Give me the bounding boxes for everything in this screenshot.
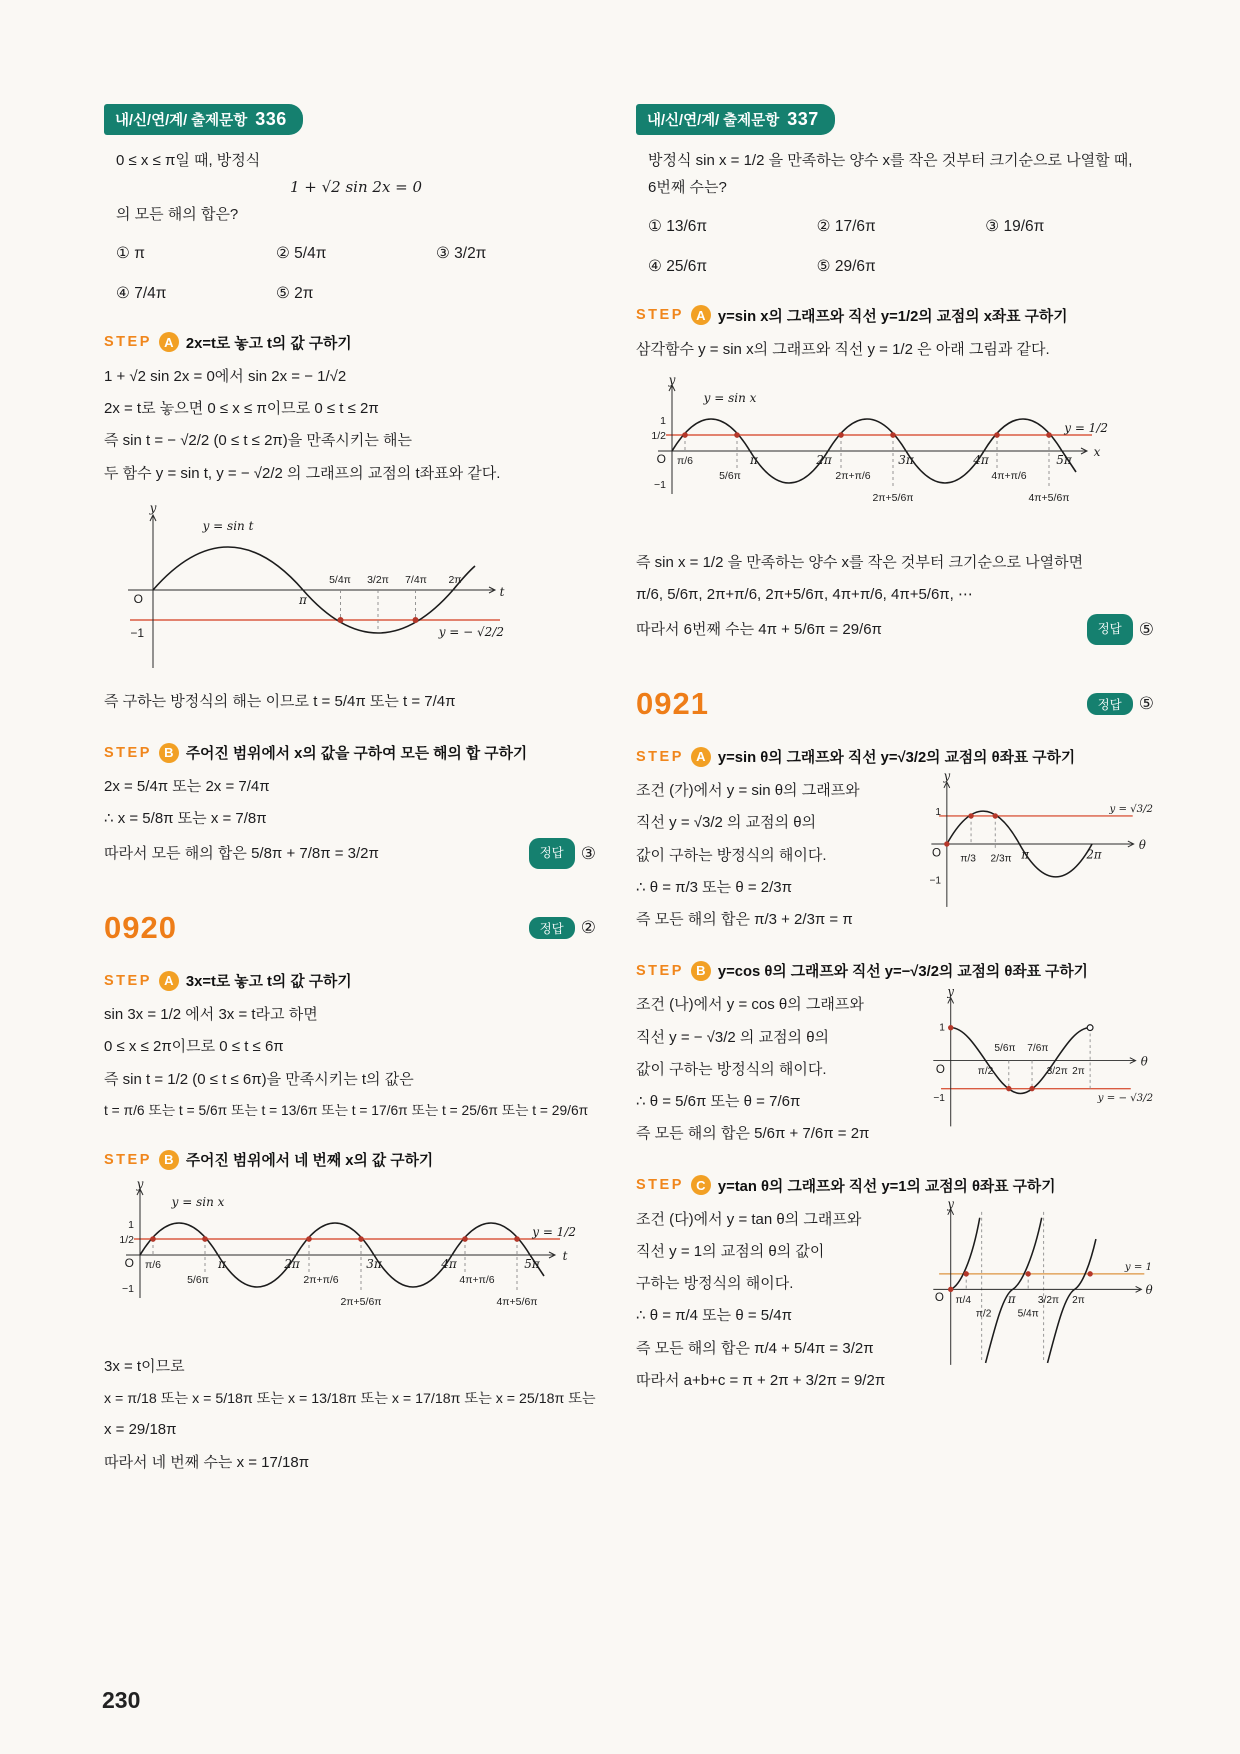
step-heading-b <box>636 960 1154 981</box>
intersection-dot <box>1006 1086 1011 1091</box>
problem-337 <box>636 104 1154 648</box>
tick-pi: π <box>299 592 307 607</box>
tick-pi: π <box>1007 1291 1016 1306</box>
answer-tag <box>1087 612 1154 649</box>
origin-label: O <box>124 1256 134 1271</box>
answer-number: ② <box>580 918 596 938</box>
step-a-content <box>636 771 1154 936</box>
step-letter-badge: B <box>159 1150 179 1170</box>
red-line-label: y = − √3/2 <box>1097 1093 1154 1105</box>
step-label: STEP <box>104 1151 152 1168</box>
step-title: 2x=t로 놓고 t의 값 구하기 <box>185 335 352 352</box>
answer-number: ③ <box>580 843 596 863</box>
tan-branch-2 <box>986 1217 1042 1362</box>
tick-neg1: −1 <box>122 1283 134 1296</box>
answer-badge: 정답 <box>1087 693 1133 715</box>
intersection-dot <box>963 1271 968 1276</box>
tick-4pi-pi6: 4π+π/6 <box>459 1274 495 1287</box>
step-letter-badge: B <box>159 743 179 763</box>
math-line: ∴ θ = π/4 또는 θ = 5/4π <box>636 1307 792 1325</box>
problem-header <box>104 910 596 946</box>
answer-tag <box>1087 693 1154 715</box>
tick-5pi: 5π <box>1056 453 1072 468</box>
math-line: 조건 (다)에서 y = tan θ의 그래프와 <box>636 1210 862 1228</box>
math-line: 1 + √2 sin 2x = 0에서 sin 2x = − 1/√2 <box>104 367 347 385</box>
problem-0920 <box>104 910 596 1479</box>
tick-2pi-pi6: 2π+π/6 <box>835 470 871 483</box>
step-title: y=sin θ의 그래프와 직선 y=√3/2의 교점의 θ좌표 구하기 <box>717 750 1076 767</box>
math-line: sin 3x = 1/2 에서 3x = t라고 하면 <box>104 1006 318 1024</box>
origin-dot <box>948 1286 953 1291</box>
step-letter-badge: B <box>691 961 711 981</box>
step-label: STEP <box>636 1177 684 1194</box>
answer-number: ⑤ <box>1138 694 1154 714</box>
choice-3: ③ 3/2π <box>435 245 487 262</box>
tick-2pi: 2π <box>1072 1066 1085 1078</box>
answer-badge: 정답 <box>529 917 575 939</box>
step-title: 주어진 범위에서 x의 값을 구하여 모든 해의 합 구하기 <box>185 746 528 763</box>
origin-label: O <box>656 452 666 467</box>
exam-badge-number: 336 <box>255 109 287 129</box>
step-b-content <box>636 985 1154 1150</box>
math-line: x = 29/18π <box>104 1421 177 1439</box>
curve-label: y = sin x <box>171 1195 225 1210</box>
step-label: STEP <box>636 307 684 324</box>
tick-5-4pi: 5/4π <box>329 573 351 586</box>
question-line: 6번째 수는? <box>648 179 727 196</box>
step-c-content <box>636 1199 1154 1398</box>
math-line: 2x = t로 놓으면 0 ≤ x ≤ π이므로 0 ≤ t ≤ 2π <box>104 400 379 418</box>
choice-2: ② 5/4π <box>275 245 327 262</box>
tick-7-6pi: 7/6π <box>1027 1043 1049 1055</box>
graph-sin-multi-wrap <box>108 1180 596 1345</box>
open-endpoint-dot <box>1087 1025 1093 1031</box>
math-line: ∴ θ = 5/6π 또는 θ = 7/6π <box>636 1093 801 1111</box>
step-title: y=cos θ의 그래프와 직선 y=−√3/2의 교점의 θ좌표 구하기 <box>717 964 1088 981</box>
y-axis-label: y <box>947 985 955 1000</box>
step-letter-badge: A <box>159 332 179 352</box>
answer-tag <box>529 917 596 939</box>
start-dot <box>948 1025 953 1030</box>
math-line: 즉 모든 해의 합은 π/4 + 5/4π = 3/2π <box>636 1339 874 1357</box>
math-line: 즉 모든 해의 합은 π/3 + 2/3π = π <box>636 911 853 929</box>
math-line: 즉 구하는 방정식의 해는 이므로 t = 5/4π 또는 t = 7/4π <box>104 692 456 710</box>
tick-4pi-pi6: 4π+π/6 <box>991 470 1027 483</box>
problem-336 <box>104 104 596 872</box>
tick-4pi-5-6pi: 4π+5/6π <box>496 1296 538 1309</box>
conclusion-row <box>104 836 596 873</box>
intersection-dot <box>682 432 688 438</box>
tick-neg1: −1 <box>130 625 144 640</box>
x-axis-label: t <box>562 1249 568 1264</box>
y-axis-label: y <box>668 376 676 388</box>
tick-1: 1 <box>660 415 666 428</box>
step-title: 주어진 범위에서 네 번째 x의 값 구하기 <box>185 1153 434 1170</box>
step-title: y=sin x의 그래프와 직선 y=1/2의 교점의 x좌표 구하기 <box>717 308 1068 325</box>
math-line: 따라서 6번째 수는 4π + 5/6π = 29/6π <box>636 620 882 638</box>
graph-sin-multi-period <box>108 1180 578 1340</box>
tick-1: 1 <box>128 1219 134 1232</box>
graph-sin-t <box>108 500 508 675</box>
choice-4: ④ 7/4π <box>116 284 167 302</box>
step-heading-a <box>636 305 1154 326</box>
answer-badge: 정답 <box>1087 614 1133 645</box>
answer-choices <box>648 213 1154 281</box>
tick-3pi: 3π <box>898 453 914 468</box>
origin-dot <box>944 841 949 846</box>
question-line: 방정식 sin x = 1/2 을 만족하는 양수 x를 작은 것부터 크기순으로 나열할 때, <box>648 152 1133 169</box>
tick-neg1: −1 <box>929 875 942 887</box>
problem-header <box>636 686 1154 722</box>
step-label: STEP <box>636 748 684 765</box>
x-axis-label: t <box>499 584 505 599</box>
tick-3-2pi: 3/2π <box>1046 1066 1068 1078</box>
math-line: 즉 sin t = − √2/2 (0 ≤ t ≤ 2π)을 만족시키는 해는 <box>104 432 413 450</box>
step-letter-badge: A <box>691 747 711 767</box>
tick-3pi: 3π <box>366 1257 382 1272</box>
answer-choices <box>116 240 596 308</box>
tick-2pi: 2π <box>448 573 462 586</box>
tick-5-6pi: 5/6π <box>187 1274 209 1287</box>
step-label: STEP <box>104 972 152 989</box>
intersection-dot <box>890 432 896 438</box>
exam-badge-337 <box>636 104 835 135</box>
math-line: 따라서 모든 해의 합은 5/8π + 7/8π = 3/2π <box>104 844 379 862</box>
origin-label: O <box>133 591 143 606</box>
tick-4pi: 4π <box>441 1257 457 1272</box>
step-letter-badge: A <box>159 971 179 991</box>
math-line: 따라서 a+b+c = π + 2π + 3/2π = 9/2π <box>636 1371 886 1389</box>
tick-pi: π <box>1021 847 1030 862</box>
math-line: 구하는 방정식의 해이다. <box>636 1275 794 1293</box>
choice-4: ④ 25/6π <box>648 257 708 275</box>
question-line: 0 ≤ x ≤ π일 때, 방정식 <box>116 152 261 169</box>
y-axis-label: y <box>947 1199 955 1211</box>
tick-neg1: −1 <box>654 479 666 492</box>
intersection-dot <box>1046 432 1052 438</box>
graph-sin-multi-wrap <box>640 376 1154 541</box>
intersection-dot <box>338 617 344 623</box>
left-column <box>104 104 596 1479</box>
tick-5-6pi: 5/6π <box>719 470 741 483</box>
math-line: ∴ θ = π/3 또는 θ = 2/3π <box>636 878 792 896</box>
tick-pi-6: π/6 <box>676 455 694 468</box>
math-line: x = π/18 또는 x = 5/18π 또는 x = 13/18π 또는 x = 17/18π 또는 x = 25/18π 또는 <box>104 1390 596 1407</box>
math-line: 조건 (나)에서 y = cos θ의 그래프와 <box>636 996 864 1014</box>
question-body <box>636 147 1154 281</box>
step-heading-b <box>104 742 596 763</box>
problem-number: 0921 <box>636 686 709 722</box>
math-line: 즉 sin t = 1/2 (0 ≤ t ≤ 6π)을 만족시키는 t의 값은 <box>104 1070 414 1088</box>
tick-pi: π <box>218 1257 226 1272</box>
question-body <box>104 147 596 308</box>
intersection-dot <box>1025 1271 1030 1276</box>
choice-1: ① 13/6π <box>648 218 708 235</box>
step-heading-a <box>104 332 596 353</box>
step-heading-a <box>104 970 596 991</box>
tick-2pi-pi6: 2π+π/6 <box>303 1274 339 1287</box>
intersection-dot <box>994 432 1000 438</box>
origin-label: O <box>935 1063 945 1077</box>
exam-badge-number: 337 <box>787 109 819 129</box>
choice-2: ② 17/6π <box>816 218 876 235</box>
tick-5pi: 5π <box>524 1257 540 1272</box>
origin-label: O <box>934 1290 944 1304</box>
red-line-label: y = √3/2 <box>1109 804 1154 816</box>
origin-label: O <box>932 846 942 860</box>
math-line: 직선 y = 1의 교점의 θ의 값이 <box>636 1242 825 1260</box>
red-line-label: y = 1/2 <box>532 1225 576 1240</box>
intersection-dot <box>968 813 973 818</box>
intersection-dot <box>358 1237 364 1243</box>
step-letter-badge: C <box>691 1175 711 1195</box>
x-axis-label: x <box>1093 445 1101 460</box>
tan-branch-1 <box>951 1217 980 1289</box>
tick-5-4pi: 5/4π <box>1017 1308 1039 1320</box>
tan-line-label: y = 1 <box>1124 1261 1153 1273</box>
y-axis-label: y <box>149 500 157 515</box>
intersection-dot <box>734 432 740 438</box>
math-line: 즉 sin x = 1/2 을 만족하는 양수 x를 작은 것부터 크기순으로 나열하면 <box>636 554 1084 572</box>
graph-sin-t-wrap <box>108 500 596 680</box>
tick-3-2pi: 3/2π <box>367 573 389 586</box>
math-line: 직선 y = √3/2 의 교점의 θ의 <box>636 814 817 832</box>
exam-badge-label: 내/신/연/계/ 출제문항 <box>115 113 248 129</box>
step-heading-c <box>636 1175 1154 1196</box>
math-line: 3x = t이므로 <box>104 1358 185 1376</box>
math-line: 삼각함수 y = sin x의 그래프와 직선 y = 1/2 은 아래 그림과 같다. <box>636 340 1050 358</box>
choice-3: ③ 19/6π <box>985 218 1045 235</box>
tick-1: 1 <box>935 807 942 819</box>
tick-pi-2: π/2 <box>977 1066 994 1078</box>
question-line: 의 모든 해의 합은? <box>116 206 239 223</box>
x-axis-label: θ <box>1145 1282 1153 1297</box>
tick-4pi: 4π <box>973 453 989 468</box>
step-title: 3x=t로 놓고 t의 값 구하기 <box>185 974 352 991</box>
step-label: STEP <box>636 962 684 979</box>
red-line-label: y = 1/2 <box>1064 421 1108 436</box>
intersection-dot <box>1087 1271 1092 1276</box>
intersection-dot <box>413 617 419 623</box>
tick-2-3pi: 2/3π <box>990 853 1012 865</box>
step-letter-badge: A <box>691 305 711 325</box>
tick-half: 1/2 <box>651 430 666 443</box>
step-heading-a <box>636 746 1154 767</box>
right-column <box>636 104 1154 1479</box>
step-c-text <box>636 1204 910 1398</box>
math-line: 값이 구하는 방정식의 해이다. <box>636 846 827 864</box>
y-axis-label: y <box>943 771 951 784</box>
math-line: π/6, 5/6π, 2π+π/6, 2π+5/6π, 4π+π/6, 4π+5/6π, ⋯ <box>636 586 973 604</box>
answer-tag <box>529 836 596 873</box>
exam-badge-336 <box>104 104 303 135</box>
conclusion-row <box>636 612 1154 649</box>
tick-pi-4: π/4 <box>955 1294 972 1306</box>
math-line: 0 ≤ x ≤ 2π이므로 0 ≤ t ≤ 6π <box>104 1038 284 1056</box>
math-line: 두 함수 y = sin t, y = − √2/2 의 그래프의 교점의 t좌표와 같다. <box>104 464 501 482</box>
tick-4pi-5-6pi: 4π+5/6π <box>1028 492 1070 505</box>
graph-cos-theta <box>912 985 1154 1140</box>
step-title: y=tan θ의 그래프와 직선 y=1의 교점의 θ좌표 구하기 <box>717 1178 1056 1195</box>
tick-2pi: 2π <box>1086 847 1102 862</box>
math-line: ∴ x = 5/8π 또는 x = 7/8π <box>104 810 267 828</box>
x-axis-label: θ <box>1140 1054 1148 1069</box>
tick-neg1: −1 <box>933 1093 945 1105</box>
math-line: 값이 구하는 방정식의 해이다. <box>636 1060 827 1078</box>
answer-badge: 정답 <box>529 838 575 869</box>
intersection-dot <box>514 1237 520 1243</box>
step-b-text <box>636 989 910 1150</box>
intersection-dot <box>1029 1086 1034 1091</box>
math-line: 즉 모든 해의 합은 5/6π + 7/6π = 2π <box>636 1125 870 1143</box>
step-label: STEP <box>104 744 152 761</box>
x-axis-label: θ <box>1138 837 1146 852</box>
exam-badge-label: 내/신/연/계/ 출제문항 <box>647 113 780 129</box>
intersection-dot <box>202 1237 208 1243</box>
problem-number: 0920 <box>104 910 177 946</box>
math-line: 조건 (가)에서 y = sin θ의 그래프와 <box>636 782 860 800</box>
math-line: 직선 y = − √3/2 의 교점의 θ의 <box>636 1028 830 1046</box>
tick-pi: π <box>750 453 758 468</box>
intersection-dot <box>306 1237 312 1243</box>
tick-half: 1/2 <box>119 1234 134 1247</box>
step-heading-b <box>104 1149 596 1170</box>
tick-2pi: 2π <box>1072 1294 1085 1306</box>
red-line-label: y = − √2/2 <box>438 624 504 639</box>
question-equation: 1 + √2 sin 2x = 0 <box>289 178 423 196</box>
tick-pi-3: π/3 <box>960 853 976 865</box>
page-number: 230 <box>102 1687 141 1713</box>
tick-pi-2: π/2 <box>975 1308 992 1320</box>
graph-sin-multi-period <box>640 376 1110 536</box>
graph-tan-theta <box>912 1200 1154 1370</box>
step-label: STEP <box>104 334 152 351</box>
choice-1: ① π <box>116 245 145 262</box>
choice-5: ⑤ 2π <box>275 284 314 302</box>
choice-5: ⑤ 29/6π <box>816 257 876 275</box>
intersection-dot <box>462 1237 468 1243</box>
intersection-dot <box>150 1237 156 1243</box>
step-a-text <box>636 775 910 936</box>
tick-2pi-5-6pi: 2π+5/6π <box>872 492 914 505</box>
tick-2pi: 2π <box>284 1257 300 1272</box>
problem-0921 <box>636 686 1154 1397</box>
y-axis-label: y <box>136 1180 144 1192</box>
tick-2pi-5-6pi: 2π+5/6π <box>340 1296 382 1309</box>
tick-2pi: 2π <box>816 453 832 468</box>
tick-1: 1 <box>939 1022 945 1034</box>
math-line: t = π/6 또는 t = 5/6π 또는 t = 13/6π 또는 t = 17/6π 또는 t = 25/6π 또는 t = 29/6π <box>104 1102 589 1118</box>
curve-label: y = sin t <box>202 518 254 533</box>
intersection-dot <box>993 813 998 818</box>
curve-label: y = sin x <box>703 391 757 406</box>
tick-3-2pi: 3/2π <box>1037 1294 1060 1306</box>
intersection-dot <box>838 432 844 438</box>
tick-pi-6: π/6 <box>144 1259 162 1272</box>
graph-sin-theta <box>912 771 1154 917</box>
tick-5-6pi: 5/6π <box>994 1043 1016 1055</box>
tick-7-4pi: 7/4π <box>405 573 427 586</box>
answer-number: ⑤ <box>1138 619 1154 639</box>
math-line: 따라서 네 번째 수는 x = 17/18π <box>104 1453 310 1471</box>
math-line: 2x = 5/4π 또는 2x = 7/4π <box>104 778 270 796</box>
